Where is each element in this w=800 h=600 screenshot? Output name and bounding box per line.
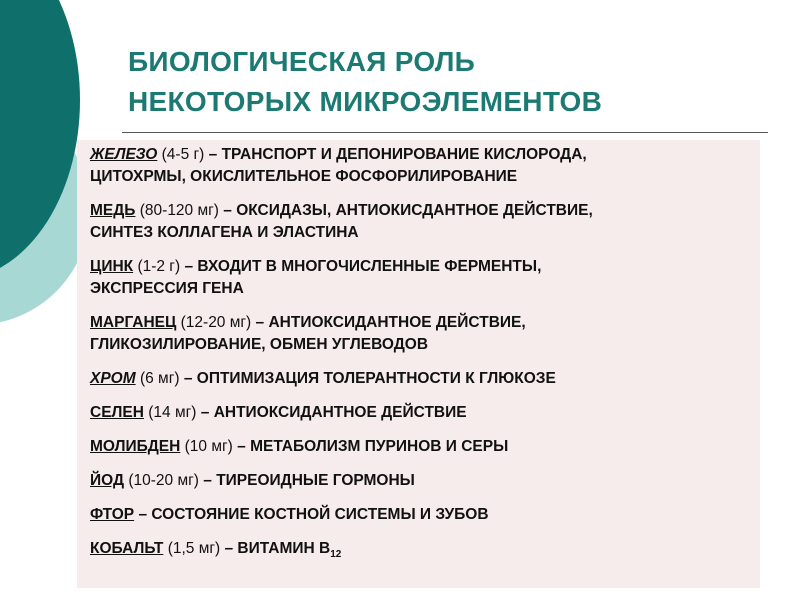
element-role: – ТИРЕОИДНЫЕ ГОРМОНЫ: [203, 472, 415, 489]
list-item-iodine: [90, 470, 756, 492]
element-role: – ВИТАМИН В: [224, 540, 331, 557]
element-name: МЕДЬ: [90, 202, 136, 219]
element-name: ЦИНК: [90, 258, 134, 275]
element-name: ЙОД: [90, 472, 125, 489]
element-amount: (6 мг): [139, 370, 180, 387]
element-role: – ТРАНСПОРТ И ДЕПОНИРОВАНИЕ КИСЛОРОДА,: [208, 146, 587, 163]
list-item-iron: [90, 144, 756, 188]
element-name: ЖЕЛЕЗО: [90, 146, 158, 163]
element-amount: (14 мг): [148, 404, 197, 421]
element-role: – АНТИОКСИДАНТНОЕ ДЕЙСТВИЕ: [200, 404, 467, 421]
list-item-chromium: [90, 368, 756, 390]
element-role: – ВХОДИТ В МНОГОЧИСЛЕННЫЕ ФЕРМЕНТЫ,: [184, 258, 542, 275]
list-item-molybdenum: [90, 436, 756, 458]
element-role-continued: ЦИТОХРМЫ, ОКИСЛИТЕЛЬНОЕ ФОСФОРИЛИРОВАНИЕ: [90, 168, 518, 185]
element-role-continued: ЭКСПРЕССИЯ ГЕНА: [90, 280, 244, 297]
list-item-manganese: [90, 312, 756, 356]
element-role-continued: ГЛИКОЗИЛИРОВАНИЕ, ОБМЕН УГЛЕВОДОВ: [90, 336, 429, 353]
element-role: – СОСТОЯНИЕ КОСТНОЙ СИСТЕМЫ И ЗУБОВ: [138, 506, 489, 523]
vitamin-subscript: 12: [330, 549, 342, 560]
element-name: ХРОМ: [90, 370, 136, 387]
element-amount: (10-20 мг): [128, 472, 199, 489]
element-amount: (4-5 г): [161, 146, 205, 163]
element-name: КОБАЛЬТ: [90, 540, 164, 557]
element-role-continued: СИНТЕЗ КОЛЛАГЕНА И ЭЛАСТИНА: [90, 224, 359, 241]
title-line-2: НЕКОТОРЫХ МИКРОЭЛЕМЕНТОВ: [128, 86, 603, 117]
element-role: – ОКСИДАЗЫ, АНТИОКИСДАНТНОЕ ДЕЙСТВИЕ,: [223, 202, 593, 219]
element-amount: (1-2 г): [137, 258, 181, 275]
elements-list: [77, 140, 760, 588]
list-item-fluorine: [90, 504, 756, 526]
element-name: ФТОР: [90, 506, 135, 523]
list-item-copper: [90, 200, 756, 244]
list-item-zinc: [90, 256, 756, 300]
element-amount: (80-120 мг): [139, 202, 219, 219]
element-amount: (1,5 мг): [167, 540, 221, 557]
element-name: МАРГАНЕЦ: [90, 314, 177, 331]
element-name: СЕЛЕН: [90, 404, 144, 421]
list-item-selenium: [90, 402, 756, 424]
element-role: – МЕТАБОЛИЗМ ПУРИНОВ И СЕРЫ: [237, 438, 509, 455]
element-amount: (12-20 мг): [180, 314, 252, 331]
title-line-1: БИОЛОГИЧЕСКАЯ РОЛЬ: [128, 46, 476, 77]
element-amount: (10 мг): [184, 438, 233, 455]
element-name: МОЛИБДЕН: [90, 438, 181, 455]
slide-title: [128, 42, 602, 122]
element-role: – ОПТИМИЗАЦИЯ ТОЛЕРАНТНОСТИ К ГЛЮКОЗЕ: [183, 370, 556, 387]
list-item-cobalt: [90, 538, 756, 560]
title-divider: [122, 132, 768, 133]
element-role: – АНТИОКСИДАНТНОЕ ДЕЙСТВИЕ,: [255, 314, 526, 331]
